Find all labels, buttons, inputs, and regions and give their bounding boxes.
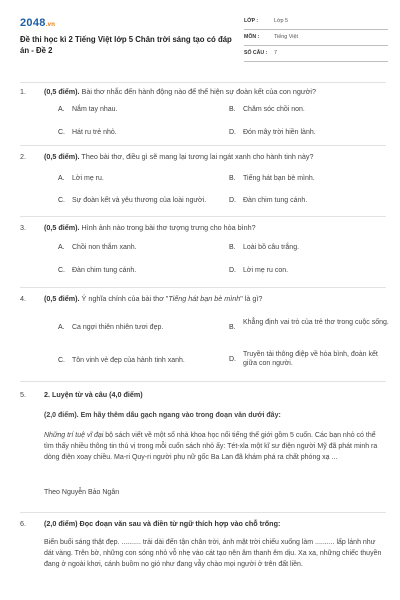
question-text (44, 152, 384, 162)
option-text: Sự đoàn kết và yêu thương của loài người. (72, 197, 207, 204)
book-title: Những trí tuệ vĩ đại (44, 432, 104, 439)
passage-author: Theo Nguyễn Bảo Ngân (44, 489, 120, 496)
option-b[interactable] (229, 105, 399, 114)
question-text (44, 223, 384, 233)
question-body: Theo bài thơ, điều gì sẽ mang lại tương lai ngát xanh cho hành tinh này? (79, 152, 314, 161)
divider (20, 287, 386, 288)
option-text: Lời mẹ ru con. (243, 267, 289, 274)
option-letter: A. (58, 324, 65, 331)
option-a[interactable] (58, 323, 228, 332)
meta-value: 7 (274, 49, 277, 56)
option-text: Hát ru trẻ nhỏ. (72, 129, 117, 136)
section-title-text: 2. Luyện từ và câu (4,0 điểm) (44, 390, 143, 399)
option-letter: B. (229, 324, 236, 331)
document-header (20, 14, 388, 76)
option-letter: B. (229, 175, 236, 182)
option-letter: D. (229, 267, 236, 274)
option-b[interactable] (229, 243, 399, 252)
question-number: 6. (20, 519, 26, 528)
page-title: Đề thi học kì 2 Tiếng Việt lớp 5 Chân trời sáng tạo có đáp án - Đề 2 (20, 35, 232, 56)
question-6 (20, 519, 390, 539)
option-d[interactable] (229, 350, 389, 369)
option-text: Đón mây trời hiền lành. (243, 129, 316, 136)
option-d[interactable] (229, 196, 399, 205)
section-title (44, 390, 384, 400)
option-text: Chăm sóc chồi non. (243, 106, 305, 113)
question-number: 5. (20, 390, 26, 399)
option-letter: D. (229, 197, 236, 204)
logo-main: 2048 (20, 17, 46, 29)
option-text: Tiếng hát bạn bè mình. (243, 175, 315, 182)
option-text: Khẳng định vai trò của trẻ thơ trong cuộc sống. (243, 319, 389, 326)
question-number: 1. (20, 87, 26, 96)
question-5 (20, 390, 390, 410)
question-points: (0,5 điểm). (44, 223, 80, 232)
option-text: Nắm tay nhau. (72, 106, 118, 113)
instruction-5 (44, 411, 384, 422)
meta-value: Lớp 5 (274, 17, 289, 24)
meta-key: LỚP : (244, 17, 259, 24)
question-number: 2. (20, 152, 26, 161)
option-letter: A. (58, 244, 65, 251)
instruction-text: (2,0 điểm). Em hãy thêm dấu gạch ngang vào trong đoạn văn dưới đây: (44, 412, 281, 419)
meta-row-class (244, 14, 388, 30)
option-c[interactable] (58, 356, 228, 365)
option-text: Chồi non thắm xanh. (72, 244, 137, 251)
question-3 (20, 223, 390, 285)
option-letter: C. (58, 197, 65, 204)
site-logo[interactable] (20, 16, 55, 31)
poem-title: Tiếng hát bạn bè mình (168, 294, 241, 303)
meta-value: Tiếng Việt (274, 33, 298, 40)
question-text (44, 87, 384, 97)
instruction-6 (44, 519, 384, 529)
question-points: (0,5 điểm). (44, 87, 80, 96)
option-letter: C. (58, 129, 65, 136)
divider (20, 512, 386, 513)
option-letter: B. (229, 244, 236, 251)
passage-5 (44, 431, 384, 464)
question-number: 3. (20, 223, 26, 232)
option-letter: B. (229, 106, 236, 113)
question-number: 4. (20, 294, 26, 303)
question-points: (0,5 điểm). (44, 152, 80, 161)
question-text (44, 294, 384, 304)
passage-text: bộ sách viết về một số nhà khoa học nổi tiếng thế giới gồm 5 cuốn. Các bạn nhỏ có thể tìm thấy nhiều thông tin thú vị trong mỗi cuốn sách nhỏ ấy: Tét-xla một kĩ sư điện người Mỹ đã phát minh ra dòng điện xoay chiều. Ma-ri Quy-ri người phụ nữ gốc Ba Lan đã khám phá ra chất phóng xạ ... (44, 432, 378, 461)
question-1 (20, 87, 390, 149)
option-c[interactable] (58, 128, 228, 137)
meta-row-count (244, 46, 388, 62)
question-body-after: " là gì? (240, 294, 263, 303)
option-text: Truyền tải thông điệp về hòa bình, đoàn kết giữa con người. (243, 351, 378, 368)
option-letter: D. (229, 129, 236, 136)
option-b[interactable] (229, 174, 399, 183)
option-text: Ca ngợi thiên nhiên tươi đẹp. (72, 324, 164, 331)
option-a[interactable] (58, 243, 228, 252)
option-letter: A. (58, 175, 65, 182)
divider (20, 145, 386, 146)
meta-key: MÔN : (244, 33, 260, 40)
option-d[interactable] (229, 266, 399, 275)
option-b[interactable] (229, 318, 389, 332)
option-c[interactable] (58, 266, 228, 275)
option-a[interactable] (58, 105, 228, 114)
question-points: (0,5 điểm). (44, 294, 80, 303)
question-body-before: Ý nghĩa chính của bài thơ " (79, 294, 169, 303)
question-body: Bài thơ nhắc đến hành động nào để thể hiện sự đoàn kết của con người? (79, 87, 317, 96)
meta-key: SỐ CÂU : (244, 49, 268, 56)
passage-6: Biển buổi sáng thật đẹp. .......... trải dài đến tận chân trời, ánh mặt trời chiếu xuống làm .......... lấp lánh như dát vàng. Trên bờ, những con sóng nhỏ vỗ nhẹ vào cát tạo nên âm thanh êm dịu. Xa xa, những chiếc thuyền đang ở ngoài khơi, cánh buồm no gió như đang vẫy chào mọi người ở trên đất liền. (44, 539, 382, 568)
option-text: Tôn vinh vẻ đẹp của hành tinh xanh. (72, 357, 185, 364)
meta-table (244, 14, 388, 62)
meta-row-subject (244, 30, 388, 46)
divider (20, 82, 386, 83)
question-body: Hình ảnh nào trong bài thơ tượng trưng cho hòa bình? (79, 223, 256, 232)
option-letter: A. (58, 106, 65, 113)
option-c[interactable] (58, 196, 228, 205)
option-letter: D. (229, 356, 236, 363)
logo-suffix: .vn (45, 22, 56, 28)
option-text: Đàn chim tung cánh. (72, 267, 137, 274)
option-a[interactable] (58, 174, 228, 183)
option-text: Đàn chim tung cánh. (243, 197, 308, 204)
option-text: Lời mẹ ru. (72, 175, 104, 182)
question-2 (20, 152, 390, 214)
option-letter: C. (58, 357, 65, 364)
option-text: Loài bồ câu trắng. (243, 244, 300, 251)
option-letter: C. (58, 267, 65, 274)
question-4 (20, 294, 390, 384)
option-d[interactable] (229, 128, 399, 137)
divider (20, 381, 386, 382)
divider (20, 216, 386, 217)
instruction-text: (2,0 điểm) Đọc đoạn văn sau và điền từ ngữ thích hợp vào chỗ trống: (44, 519, 281, 528)
